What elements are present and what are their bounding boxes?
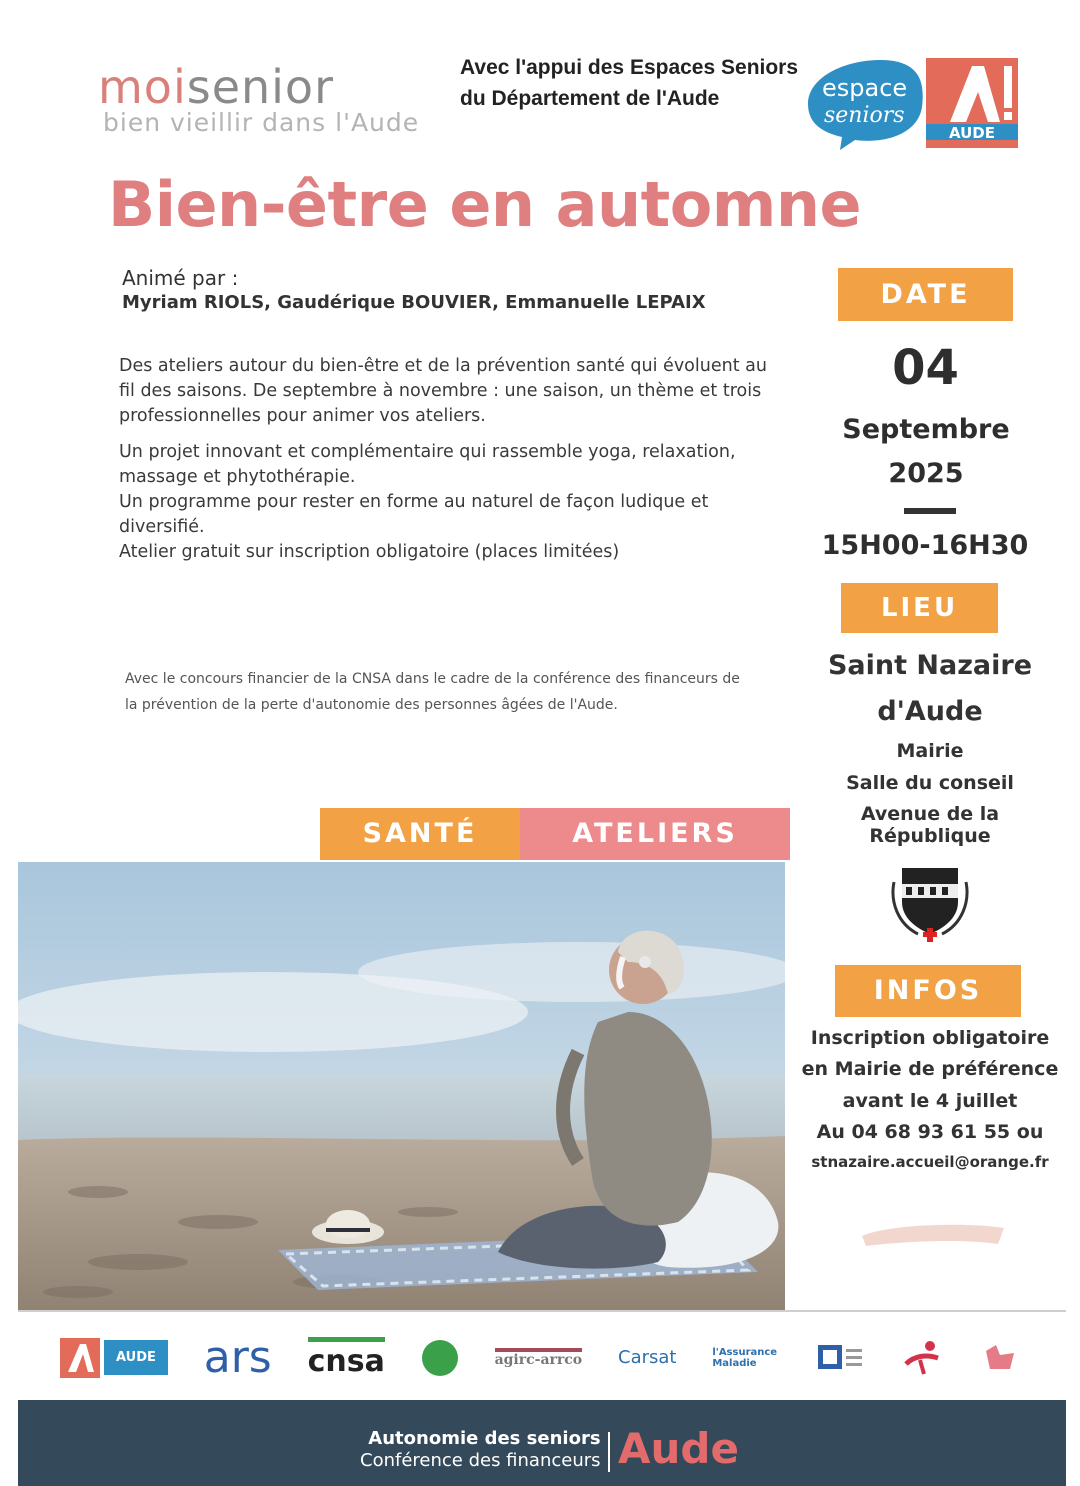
partner-cnsa-label: cnsa [308,1337,385,1379]
partner-ars [204,1332,272,1383]
beach-meditation-photo [18,862,785,1312]
animators-label: Animé par : [122,266,239,290]
date-label: DATE [838,268,1013,321]
partner-carsat [618,1347,676,1368]
partner-assurance-label: l'Assurance Maladie [712,1346,778,1369]
support-line-1: Avec l'appui des Espaces Seniors [460,56,799,79]
infos-label: INFOS [835,965,1021,1017]
divider [18,1310,1066,1312]
infos-line-1: Inscription obligatoire [810,1027,1050,1049]
partner-ars-label: ars [203,1332,272,1383]
partner-agirc [495,1348,583,1368]
partner-aude-label: AUDE [104,1340,168,1375]
banner-sante: SANTÉ [320,808,520,860]
date-day: 04 [892,340,959,396]
location-label: LIEU [841,583,998,633]
partner-green [421,1339,459,1377]
funding-note: Avec le concours financier de la CNSA dans le cadre de la conférence des financeurs de la prévention de la perte d'autonomie des personnes âgées de l'Aude. [125,671,740,713]
date-divider [904,508,956,514]
small-red-logo-icon [980,1341,1020,1375]
support-text [460,52,798,114]
partner-carsat-label: Carsat [618,1347,677,1368]
description-paragraph-2: Un projet innovant et complémentaire qui rassemble yoga, relaxation, massage et phytothérapie. [119,442,736,487]
support-line-2: du Département de l'Aude [460,87,720,110]
infos-phone: Au 04 68 93 61 55 ou [816,1121,1044,1143]
espace-seniors-logo [800,52,1022,152]
logo-senior-text: senior [186,60,334,114]
infos-line-3: avant le 4 juillet [842,1090,1018,1112]
red-figure-logo-icon [900,1338,944,1378]
banner-ateliers: ATELIERS [520,808,790,860]
logo-moi-text: moi [98,60,187,114]
description-paragraph-1: Des ateliers autour du bien-être et de la prévention santé qui évoluent au fil des saisons. De septembre à novembre : une saison, un thème et trois professionnelles pour animer vos ateliers. [119,356,767,426]
location-line-4: Salle du conseil [846,772,1014,794]
description-block [119,440,779,565]
infos-email[interactable]: stnazaire.accueil@orange.fr [811,1153,1049,1171]
footer-aude: Aude [618,1424,739,1473]
date-time: 15H00-16H30 [821,530,1029,561]
partner-aude [60,1338,168,1378]
partner-assurance [712,1347,782,1369]
location-line-3: Mairie [896,740,964,762]
logo-tagline: bien vieillir dans l'Aude [103,108,420,137]
footer-line-1: Autonomie des seniors [368,1428,601,1449]
date-month: Septembre [842,414,1010,445]
page-title: Bien-être en automne [108,168,862,241]
partner-small-red [980,1341,1020,1375]
infos-line-2: en Mairie de préférence [801,1058,1059,1080]
location-line-1: Saint Nazaire [827,650,1033,681]
seniors-text: seniors [824,103,905,128]
espace-text: espace [822,74,908,102]
location-line-2: d'Aude [877,696,983,727]
aude-mark-icon [60,1338,100,1378]
description-paragraph-4: Atelier gratuit sur inscription obligatoire (places limitées) [119,542,620,562]
partner-logos [60,1325,1020,1390]
description-paragraph-3: Un programme pour rester en forme au naturel de façon ludique et diversifié. [119,492,709,537]
footer-separator [608,1432,610,1472]
footer-text [360,1428,601,1472]
aude-logo-text: AUDE [948,124,996,142]
partner-agirc-label: agirc-arrco [495,1348,583,1368]
partner-cnsa [308,1337,385,1379]
partner-red-figure [900,1338,944,1378]
green-circle-logo-icon [421,1339,459,1377]
town-crest-icon [888,862,972,944]
location-line-5: Avenue de la République [860,803,1000,847]
partner-square [818,1343,864,1373]
moisenior-logo [98,60,334,114]
partner-square-logo-icon [818,1343,864,1373]
animators-names: Myriam RIOLS, Gaudérique BOUVIER, Emmanuelle LEPAIX [122,292,706,313]
faded-stamp [858,1218,1008,1250]
footer-line-2: Conférence des financeurs [360,1450,601,1471]
date-year: 2025 [888,458,964,489]
